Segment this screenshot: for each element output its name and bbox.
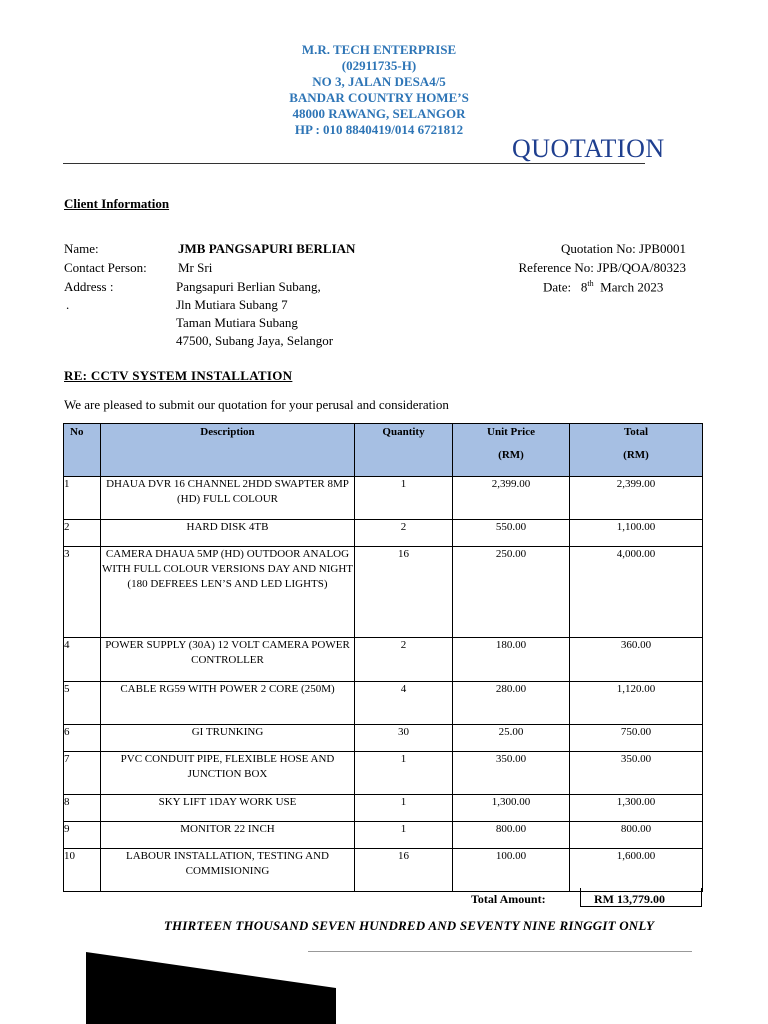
header-quantity: Quantity (355, 424, 453, 477)
address-dot: . (66, 297, 70, 312)
header-no: No (64, 424, 101, 477)
row-no: 4 (64, 638, 101, 682)
table-row (64, 477, 703, 520)
row-description: PVC CONDUIT PIPE, FLEXIBLE HOSE AND JUNCTION BOX (101, 752, 355, 795)
row-description: LABOUR INSTALLATION, TESTING AND COMMISIONING (101, 849, 355, 892)
table-row (64, 752, 703, 795)
date-label: Date: (543, 279, 572, 295)
row-quantity: 16 (355, 547, 453, 638)
row-quantity: 1 (355, 752, 453, 795)
company-address-line-2: BANDAR COUNTRY HOME’S (289, 90, 469, 105)
row-no: 10 (64, 849, 101, 892)
contact-person-value: Mr Sri (178, 260, 213, 275)
quotation-number: Quotation No: JPB0001 (561, 241, 686, 256)
header-total-label: Total (623, 426, 649, 438)
table-row (64, 520, 703, 547)
table-row (64, 725, 703, 752)
reference-number: Reference No: JPB/QOA/80323 (518, 260, 686, 275)
subject-line: RE: CCTV SYSTEM INSTALLATION (64, 368, 293, 383)
row-description: MONITOR 22 INCH (101, 822, 355, 849)
row-description: POWER SUPPLY (30A) 12 VOLT CAMERA POWER CONTROLLER (101, 638, 355, 682)
row-total: 1,120.00 (570, 682, 703, 725)
row-total: 1,100.00 (570, 520, 703, 547)
total-amount-label: Total Amount: (471, 892, 546, 906)
words-underline (308, 951, 692, 952)
row-unit-price: 550.00 (453, 520, 570, 547)
row-quantity: 1 (355, 822, 453, 849)
company-name: M.R. TECH ENTERPRISE (301, 42, 457, 57)
company-phone: HP : 010 8840419/014 6721812 (294, 122, 464, 137)
table-row (64, 795, 703, 822)
row-unit-price: 25.00 (453, 725, 570, 752)
row-quantity: 30 (355, 725, 453, 752)
row-no: 6 (64, 725, 101, 752)
row-no: 7 (64, 752, 101, 795)
header-unit-price-label: Unit Price (487, 426, 535, 438)
row-unit-price: 2,399.00 (453, 477, 570, 520)
row-no: 9 (64, 822, 101, 849)
table-row (64, 547, 703, 638)
quotation-items-table (63, 423, 703, 892)
header-unit-price-unit: (RM) (498, 449, 524, 461)
header-description: Description (101, 424, 355, 477)
quote-date (543, 279, 663, 295)
company-registration: (02911735-H) (341, 58, 417, 73)
intro-text: We are pleased to submit our quotation for your perusal and consideration (64, 397, 449, 412)
row-quantity: 2 (355, 638, 453, 682)
amount-in-words: THIRTEEN THOUSAND SEVEN HUNDRED AND SEVENTY NINE RINGGIT ONLY (163, 918, 655, 933)
row-unit-price: 100.00 (453, 849, 570, 892)
client-name-label: Name: (64, 241, 99, 256)
row-quantity: 2 (355, 520, 453, 547)
row-unit-price: 180.00 (453, 638, 570, 682)
table-row (64, 849, 703, 892)
header-divider (63, 163, 645, 164)
address-line-1: Pangsapuri Berlian Subang, (176, 279, 321, 294)
row-description: SKY LIFT 1DAY WORK USE (101, 795, 355, 822)
company-address-line-3: 48000 RAWANG, SELANGOR (292, 106, 466, 121)
header-total (570, 424, 703, 477)
row-quantity: 16 (355, 849, 453, 892)
decorative-corner-shape (86, 952, 336, 1024)
total-box-right (701, 888, 702, 906)
row-unit-price: 280.00 (453, 682, 570, 725)
table-row (64, 822, 703, 849)
row-description: CABLE RG59 WITH POWER 2 CORE (250M) (101, 682, 355, 725)
row-total: 800.00 (570, 822, 703, 849)
row-no: 2 (64, 520, 101, 547)
row-no: 8 (64, 795, 101, 822)
row-quantity: 1 (355, 477, 453, 520)
row-unit-price: 1,300.00 (453, 795, 570, 822)
row-total: 2,399.00 (570, 477, 703, 520)
company-header (0, 42, 758, 138)
row-description: DHAUA DVR 16 CHANNEL 2HDD SWAPTER 8MP (HD) FULL COLOUR (101, 477, 355, 520)
row-description: HARD DISK 4TB (101, 520, 355, 547)
address-label: Address : (64, 279, 114, 294)
date-month-year: March 2023 (600, 279, 664, 295)
table-row (64, 682, 703, 725)
header-unit-price (453, 424, 570, 477)
row-quantity: 4 (355, 682, 453, 725)
row-description: GI TRUNKING (101, 725, 355, 752)
date-day: 8 (580, 279, 588, 295)
total-amount-value: RM 13,779.00 (594, 892, 665, 906)
address-line-3: Taman Mutiara Subang (176, 315, 298, 330)
address-line-4: 47500, Subang Jaya, Selangor (176, 333, 334, 348)
total-box-bottom (580, 906, 702, 907)
row-no: 1 (64, 477, 101, 520)
row-unit-price: 250.00 (453, 547, 570, 638)
client-section-heading: Client Information (64, 196, 170, 211)
client-name-value: JMB PANGSAPURI BERLIAN (178, 241, 356, 256)
header-total-unit: (RM) (623, 449, 649, 461)
company-address-line-1: NO 3, JALAN DESA4/5 (312, 74, 446, 89)
total-box-left (580, 888, 581, 906)
row-quantity: 1 (355, 795, 453, 822)
contact-person-label: Contact Person: (64, 260, 147, 275)
row-unit-price: 800.00 (453, 822, 570, 849)
address-line-2: Jln Mutiara Subang 7 (176, 297, 288, 312)
row-total: 4,000.00 (570, 547, 703, 638)
row-total: 360.00 (570, 638, 703, 682)
row-no: 3 (64, 547, 101, 638)
row-total: 350.00 (570, 752, 703, 795)
table-header-row (64, 424, 703, 477)
document-title: QUOTATION (512, 134, 665, 163)
table-row (64, 638, 703, 682)
row-no: 5 (64, 682, 101, 725)
row-total: 1,600.00 (570, 849, 703, 892)
date-suffix: th (587, 279, 594, 288)
row-description: CAMERA DHAUA 5MP (HD) OUTDOOR ANALOG WITH FULL COLOUR VERSIONS DAY AND NIGHT (180 DEFREES LEN’S AND LED LIGHTS) (101, 547, 355, 638)
row-total: 1,300.00 (570, 795, 703, 822)
row-unit-price: 350.00 (453, 752, 570, 795)
row-total: 750.00 (570, 725, 703, 752)
